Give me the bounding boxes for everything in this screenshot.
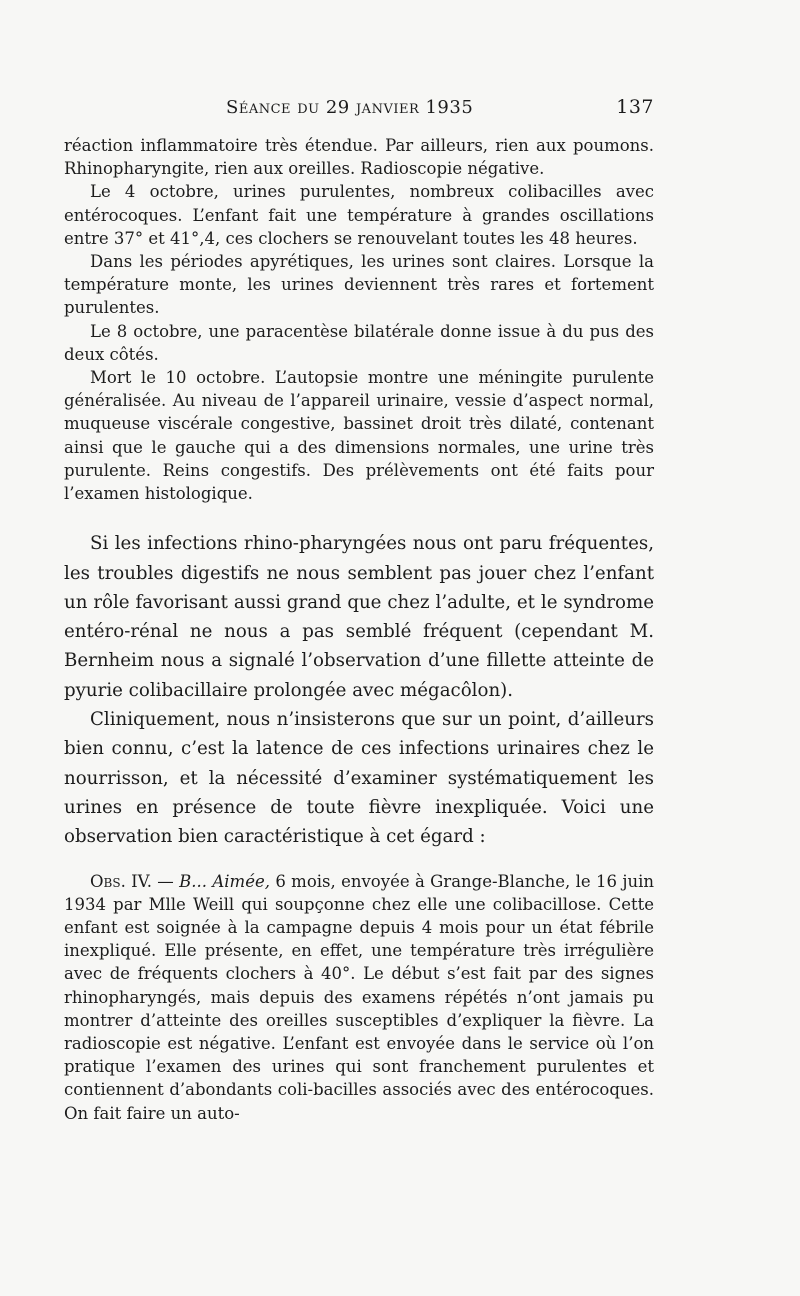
paragraph: réaction inflammatoire très étendue. Par ailleurs, rien aux poumons. Rhinopharyngite, rien aux oreilles. Radioscopie négative. [64, 136, 654, 179]
running-head [226, 96, 654, 118]
patient-name: B... Aimée, [179, 871, 270, 891]
observation-section [64, 870, 654, 1125]
paragraph: Dans les périodes apyrétiques, les urines sont claires. Lorsque la température monte, les urines deviennent très rares et fortement purulentes. [64, 252, 654, 318]
paragraph: Le 8 octobre, une paracentèse bilatérale donne issue à du pus des deux côtés. [64, 321, 654, 364]
page-number: 137 [616, 96, 654, 118]
paragraph: Cliniquement, nous n’insisterons que sur un point, d’ailleurs bien connu, c’est la latence de ces infections urinaires chez le nourrisson, et la nécessité d’examiner systématiquement les urines en présence de toute fièvre inexpliquée. Voici une observation bien caractéristique à cet égard : [64, 709, 654, 848]
paragraph: Mort le 10 octobre. L’autopsie montre une méningite purulente généralisée. Au niveau de l’appareil urinaire, vessie d’aspect normal, muqueuse viscérale congestive, bassinet droit très dilaté, contenant ainsi que le gauche qui a des dimensions normales, une urine très purulente. Reins congestifs. Des prélèvements ont été faits pour l’examen histologique. [64, 368, 654, 504]
observation-paragraph [64, 870, 654, 1125]
case-report-section [64, 134, 654, 505]
discussion-section [64, 529, 654, 851]
running-title: Séance du 29 janvier 1935 [226, 97, 474, 118]
observation-text: 6 mois, envoyée à Grange-Blanche, le 16 juin 1934 par Mlle Weill qui soupçonne chez elle une colibacillose. Cette enfant est soignée à la campagne depuis 4 mois pour un état fébrile inexpliqué. Elle présente, en effet, une température très irrégulière avec de fréquents clochers à 40°. Le début s’est fait par des signes rhinopharyngés, mais depuis des examens répétés n’ont jamais pu montrer d’atteinte des oreilles susceptibles d’expliquer la fièvre. La radioscopie est négative. L’enfant est envoyée dans le service où l’on pratique l’examen des urines qui sont franchement purulentes et contiennent d’abondants coli-bacilles associés avec des entérocoques. On fait faire un auto- [64, 871, 655, 1123]
paragraph: Si les infections rhino-pharyngées nous ont paru fréquentes, les troubles digestifs ne nous semblent pas jouer chez l’enfant un rôle favorisant aussi grand que chez l’adulte, et le syndrome entéro-rénal ne nous a pas semblé fréquent (cependant M. Bernheim nous a signalé l’observation d’une fillette atteinte de pyurie colibacillaire prolongée avec mégacôlon). [64, 533, 654, 701]
page [64, 96, 654, 1125]
paragraph: Le 4 octobre, urines purulentes, nombreux colibacilles avec entérocoques. L’enfant fait une température à grandes oscillations entre 37° et 41°,4, ces clochers se renouvelant toutes les 48 heures. [64, 182, 654, 248]
observation-label: Obs. IV. — [90, 871, 174, 891]
